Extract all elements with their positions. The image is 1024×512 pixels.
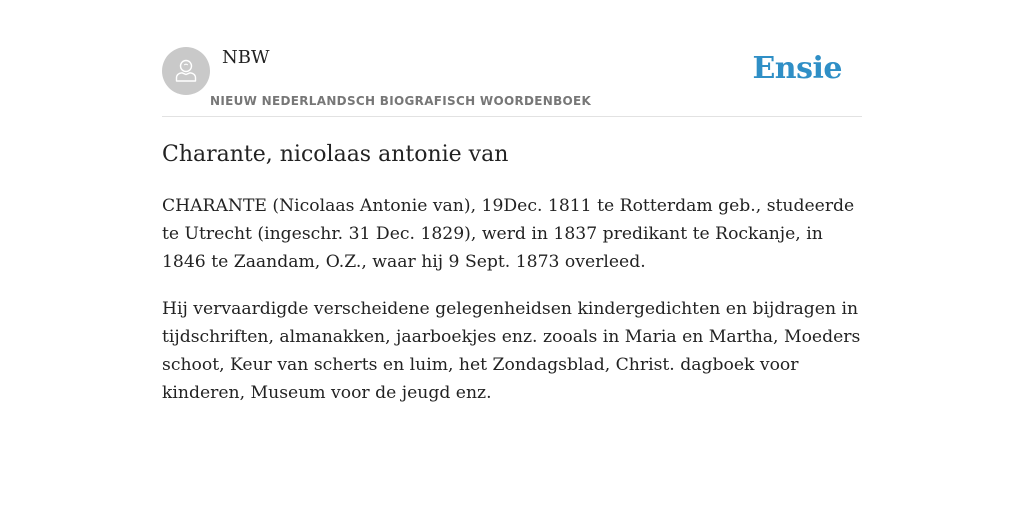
article-paragraph: CHARANTE (Nicolaas Antonie van), 19Dec. 1811 te Rotterdam geb., studeerde te Utrecht (ingeschr. 31 Dec. 1829), werd in 1837 predikant te Rockanje, in 1846 te Zaandam, O.Z., waar hij 9 Sept. 1873 overleed. xyxy=(162,196,855,272)
source-subtitle: NIEUW NEDERLANDSCH BIOGRAFISCH WOORDENBOEK xyxy=(210,94,592,108)
source-name[interactable]: NBW xyxy=(222,47,270,68)
ensie-logo[interactable]: Ensie xyxy=(752,51,842,86)
user-icon xyxy=(171,56,201,86)
avatar[interactable] xyxy=(162,47,210,95)
article-paragraph: Hij vervaardigde verscheidene gelegenheidsen kindergedichten en bijdragen in tijdschriften, almanakken, jaarboekjes enz. zooals in Maria en Martha, Moeders schoot, Keur van scherts en luim, het Zondagsblad, Christ. dagboek voor kinderen, Museum voor de jeugd enz. xyxy=(162,299,861,403)
source-header xyxy=(162,0,862,117)
article-body xyxy=(162,192,862,426)
page xyxy=(162,0,862,403)
article-title: Charante, nicolaas antonie van xyxy=(162,142,509,167)
